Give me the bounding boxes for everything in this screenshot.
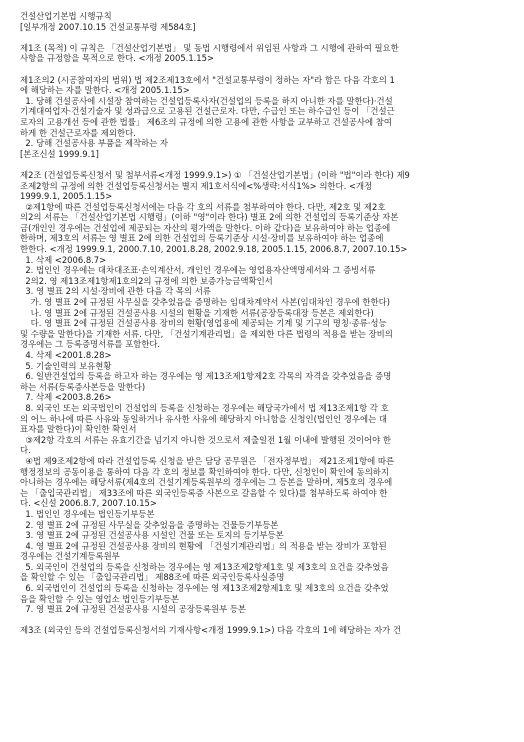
text-line: ④법 제9조제2항에 따라 건설업등록 신청을 받은 담당 공무원은 「전자정부법」 제21조제1항에 따른	[20, 455, 395, 466]
text-line: 로자의 고용개선 등에 관한 법률」 제6조의 규정에 의한 고용에 관한 사항을 교부하고 건설공사에 참여	[20, 116, 392, 127]
text-line: 사항을 규정함을 목적으로 한다. <개정 2005.1.15>	[20, 53, 214, 64]
text-line: 6. 외국법인이 건설업의 등록을 신청하는 경우에는 영 제13조제2항제1호 및 제3호의 요건을 갖추었	[20, 583, 389, 594]
text-line: 6. 일반건설업의 등록을 하고자 하는 경우에는 영 제13조제1항제2호 각목의 자격을 갖추었음을 증명	[20, 371, 392, 382]
text-line: 1. 법인인 경우에는 법인등기부등본	[20, 508, 155, 519]
text-line: 1. 삭제 <2006.8.7>	[20, 254, 107, 265]
text-line: 는 「출입국관리법」 제33조에 따른 외국인등록증 사본으로 갈음할 수 있다)를 첨부하도록 하여야 한	[20, 487, 388, 498]
text-line: [본조신설 1999.9.1]	[20, 148, 99, 159]
text-line: 음을 확인할 수 있는 영업소 법인등기부등본	[20, 593, 179, 604]
article-2	[20, 170, 514, 615]
text-line: 2. 당해 건설공사용 부품을 제작하는 자	[20, 138, 168, 149]
text-line: 표자를 말한다)이 확인한 확인서	[20, 424, 137, 435]
text-line: 1999.9.1, 2005.1.15>	[20, 191, 113, 202]
text-line: 경우에는 건설기계등록원부	[20, 551, 120, 562]
text-line: 7. 영 별표 2에 규정된 건설공사용 시설의 공장등록원부 등본	[20, 604, 247, 615]
document-revision: [일부개정 2007.10.15 건설교통부령 제584호]	[20, 21, 196, 32]
text-line: 3. 영 별표 2에 규정된 건설공사용 시설인 건물 또는 토지의 등기부등본	[20, 530, 284, 541]
text-line: 한한다. <개정 1999.9.1, 2000.7.10, 2001.8.28, 2002.9.18, 2005.1.15, 2006.8.7, 2007.10.15>	[20, 244, 408, 255]
spacer	[20, 32, 514, 43]
text-line: ③제2항 각호의 서류는 유효기간을 넘기지 아니한 것으로서 제출일전 1월 이내에 발행된 것이어야 한	[20, 434, 391, 445]
text-line: 8. 외국인 또는 외국법인이 건설업의 등록을 신청하는 경우에는 해당국가에서 법 제13조제1항 각 호	[20, 402, 389, 413]
text-line: 가. 영 별표 2에 규정된 사무실을 갖추었음을 증명하는 임대차계약서 사본(임대차인 경우에 한한다)	[20, 297, 390, 308]
text-line: 제3조 (외국인 등의 건설업등록신청서의 기재사항<개정 1999.9.1>) 다음 각호의 1에 해당하는 자가 건	[20, 625, 401, 636]
text-line: 2의2. 영 제13조제1항제1호의2의 규정에 의한 보증가능금액확인서	[20, 275, 273, 286]
text-line: 제1조 (목적) 이 규칙은 「건설산업기본법」 및 동법 시행령에서 위임된 사항과 그 시행에 관하여 필요한	[20, 42, 399, 53]
text-line: 5. 외국인이 건설업의 등록을 신청하는 경우에는 영 제13조제2항제1호 및 제3호의 요건을 갖추었음	[20, 561, 389, 572]
text-line: 다. 영 별표 2에 규정된 건설공사용 장비의 현황(영업용에 제공되는 기계 및 기구의 명칭·종류·성능	[20, 318, 387, 329]
text-line: 의 어느 하나에 따른 사유와 동일하거나 유사한 사유에 해당하지 아니함을 신청인(법인인 경우에는 대	[20, 413, 387, 424]
spacer	[20, 64, 514, 75]
text-line: 제1조의2 (시공참여자의 범위) 법 제2조제13호에서 "건설교통부령이 정하는 자"라 함은 다음 각호의 1	[20, 74, 395, 85]
text-line: 7. 삭제 <2003.8.26>	[20, 392, 112, 403]
text-line: 나. 영 별표 2에 규정된 건설공사용 시설의 현황을 기재한 서류(공장등록대장 등본은 제외한다)	[20, 307, 374, 318]
text-line: 행정정보의 공동이용을 통하여 다음 각 호의 정보를 확인하여야 한다. 다만, 신청인이 확인에 동의하지	[20, 466, 389, 477]
text-line: 다.	[20, 445, 31, 456]
text-line: 하는 서류(등록증사본등을 말한다)	[20, 381, 146, 392]
text-line: 다. <신설 2006.8.7, 2007.10.15>	[20, 498, 157, 509]
text-line: 2. 영 별표 2에 규정된 사무실을 갖추었음을 증명하는 건물등기부등본	[20, 519, 279, 530]
spacer	[20, 615, 514, 626]
text-line: 금(개인인 경우에는 건설업에 제공되는 자산의 평가액을 말한다. 이하 같다)을 보유하여야 하는 업종에	[20, 222, 391, 233]
article-3	[20, 625, 514, 636]
text-line: 4. 삭제 <2001.8.28>	[20, 350, 112, 360]
text-line: 및 수량을 말한다)을 기재한 서류. 다만, 「건설기계관리법」을 제외한 다른 법령의 적용을 받는 장비의	[20, 328, 393, 339]
text-line: 에 해당하는 자를 말한다. <개정 2005.1.15>	[20, 85, 190, 96]
text-line: 하게 한 건설근로자를 제외한다.	[20, 127, 136, 138]
text-line: 의2의 서류는 「건설산업기본법 시행령」(이하 "영"이라 한다) 별표 2에 의한 건설업의 등록기준상 자본	[20, 212, 399, 223]
article-1	[20, 43, 514, 64]
text-line: 기계대여업자·건설기술자 및 성과급으로 고용된 건설근로자. 다만, 수급인 또는 하수급인 등이 「건설근	[20, 106, 395, 117]
text-line: 경우에는 그 등록증명서류를 포함한다.	[20, 339, 161, 350]
text-line: 조제2항의 규정에 의한 건설업등록신청서는 별지 제1호서식에<%생략:서식1%> 의한다. <개정	[20, 180, 373, 191]
text-line: 아니하는 경우에는 해당서류(제4호의 건설기계등록원부의 경우에는 그 등본을 말하며, 제5호의 경우에	[20, 477, 393, 488]
text-line: ②제1항에 따른 건설업등록신청서에는 다음 각 호의 서류를 첨부하여야 한다. 다만, 제2호 및 제2호	[20, 201, 386, 212]
article-1-2	[20, 75, 514, 160]
text-line: 한하며, 제3호의 서류는 영 별표 2에 의한 건설업의 등록기준상 시설·장비를 보유하여야 하는 업종에	[20, 233, 384, 244]
text-line: 1. 당해 건설공사에 시설장 참여하는 건설업등록사자(건설업의 등록을 하지 아니한 자를 말한다)·건설	[20, 95, 393, 106]
spacer	[20, 159, 514, 170]
text-line: 을 확인할 수 있는 「출입국관리법」 제88조에 따른 외국인등록사실증명	[20, 572, 285, 583]
text-line: 3. 영 별표 2의 시설·장비에 관한 다음 각 목의 서류	[20, 286, 211, 297]
text-line: 제2조 (건설업등록신청서 및 첨부서류<개정 1999.9.1>) ① 「건설산업기본법」(이하 "법"이라 한다) 제9	[20, 169, 410, 180]
text-line: 4. 영 별표 2에 규정된 건설공사용 장비의 현황에 「건설기계관리법」의 적용을 받는 장비가 포함된	[20, 540, 387, 551]
document-title: 건설산업기본법 시행규칙	[20, 11, 112, 21]
text-line: 5. 기술인력의 보유현황	[20, 360, 112, 371]
text-line: 2. 법인인 경우에는 대차대조표·손익계산서, 개인인 경우에는 영업용자산액명세서와 그 증빙서류	[20, 265, 376, 276]
